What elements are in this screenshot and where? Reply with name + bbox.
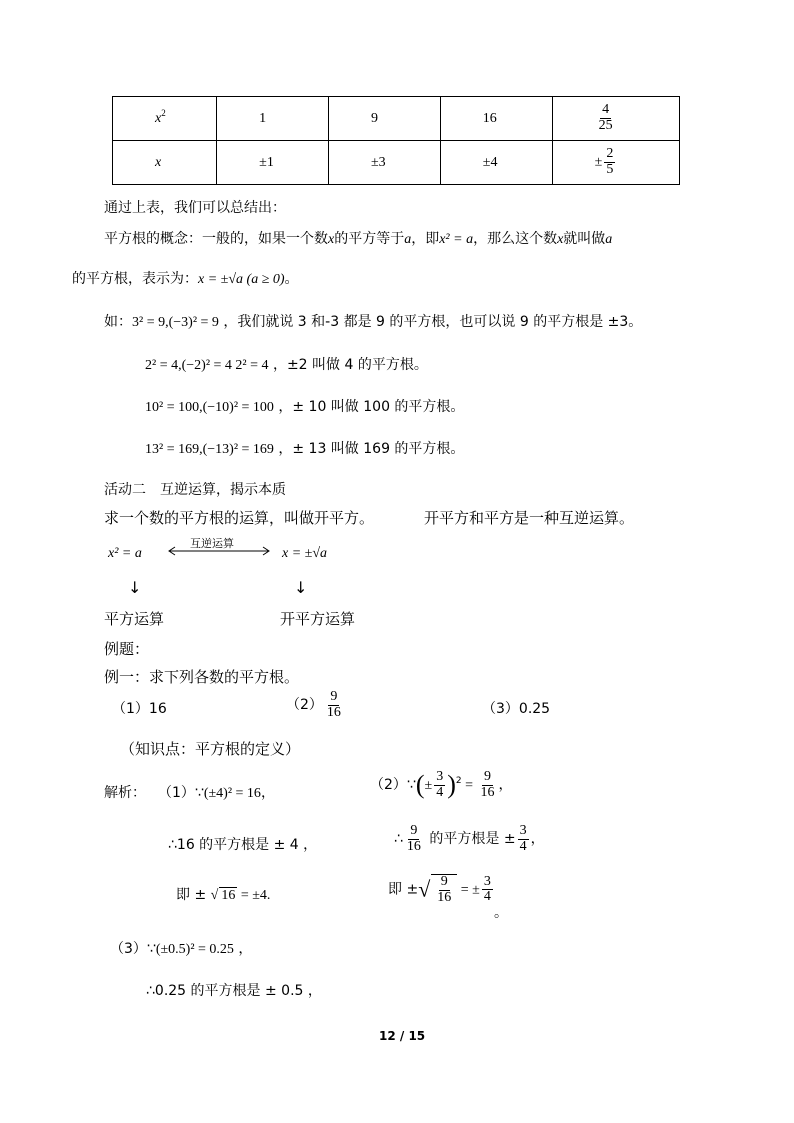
concept-line-2: 的平方根，表示为：x = ±√a (a ≥ 0)。 (72, 271, 299, 287)
example-line-1: 如：3² = 9,(−3)² = 9 ，我们就说 3 和-3 都是 9 的平方根，也可以说 9 的平方根是 ±3。 (104, 314, 643, 330)
question-2: （2） $\frac{9}{16}$ (286, 689, 341, 720)
activity2-desc-2: 开平方和平方是一种互逆运算。 (424, 509, 635, 527)
question-1: （1）16 (112, 701, 167, 717)
inverse-label: 互逆运算 (190, 537, 234, 550)
solution-2-period: 。 (494, 905, 508, 921)
table-header-cell: x (113, 141, 217, 185)
question-3: （3）0.25 (482, 701, 551, 717)
page-number: 12 / 15 (379, 1029, 426, 1043)
solution-3-line-1: （3）∵(±0.5)² = 0.25 ， (110, 941, 253, 957)
example-line-2: 2² = 4,(−2)² = 4 2² = 4 ，±2 叫做 4 的平方根。 (145, 357, 428, 373)
down-arrow-icon: ↓ (128, 578, 142, 597)
knowledge-point: （知识点：平方根的定义） (120, 740, 301, 758)
table-row (113, 97, 680, 141)
down-arrow-icon: ↓ (294, 578, 308, 597)
table-cell: 1 (217, 97, 329, 141)
solution-2-line-3: 即 ±√ $\frac{9}{16}$ = ± $\frac{3}{4}$ (388, 873, 491, 905)
sqrt-formula: x = ±√a (282, 546, 328, 561)
example-heading: 例题： (104, 640, 150, 658)
activity2-desc-1: 求一个数的平方根的运算，叫做开平方。 (104, 509, 375, 527)
solution-label: 解析： (104, 785, 146, 801)
example-line-3: 10² = 100,(−10)² = 100 ，± 10 叫做 100 的平方根。 (145, 399, 465, 415)
table-cell: $\frac{4}{25}$ (552, 97, 679, 141)
solution-1-line-2: ∴16 的平方根是 ± 4 ， (168, 837, 318, 853)
solution-2-line-2: ∴ $\frac{9}{16}$ 的平方根是 ± $\frac{3}{4}$ ， (394, 823, 545, 854)
table-cell: ±3 (328, 141, 440, 185)
double-arrow-icon (166, 546, 272, 556)
summary-intro: 通过上表，我们可以总结出： (104, 200, 286, 216)
table-row (113, 141, 680, 185)
solution-1-line-1: （1）∵(±4)² = 16， (158, 785, 275, 801)
table-cell: 16 (440, 97, 552, 141)
square-formula: x² = a (108, 546, 142, 561)
table-cell: ± $\frac{2}{5}$ (552, 141, 679, 185)
square-operation-label: 平方运算 (104, 610, 165, 628)
question-title: 例一：求下列各数的平方根。 (104, 668, 300, 686)
example-line-4: 13² = 169,(−13)² = 169 ，± 13 叫做 169 的平方根。 (145, 441, 465, 457)
solution-3-line-2: ∴0.25 的平方根是 ± 0.5 ， (146, 983, 322, 999)
table-cell: ±4 (440, 141, 552, 185)
sqrt-operation-label: 开平方运算 (280, 610, 356, 628)
squares-table (112, 96, 680, 185)
activity2-title: 活动二 互逆运算，揭示本质 (104, 482, 286, 498)
concept-line-1: 平方根的概念：一般的，如果一个数x的平方等于a，即x² = a，那么这个数x就叫做a (104, 231, 613, 247)
table-header-cell: $x^2$ (113, 97, 217, 141)
solution-1-line-3: 即 ± √ 16 = ±4. (176, 887, 271, 903)
table-cell: ±1 (217, 141, 329, 185)
table-cell: 9 (328, 97, 440, 141)
solution-2-line-1: （2）∵(± $\frac{3}{4}$ )$^2$ = $\frac{9}{16}$ ， (370, 769, 513, 800)
